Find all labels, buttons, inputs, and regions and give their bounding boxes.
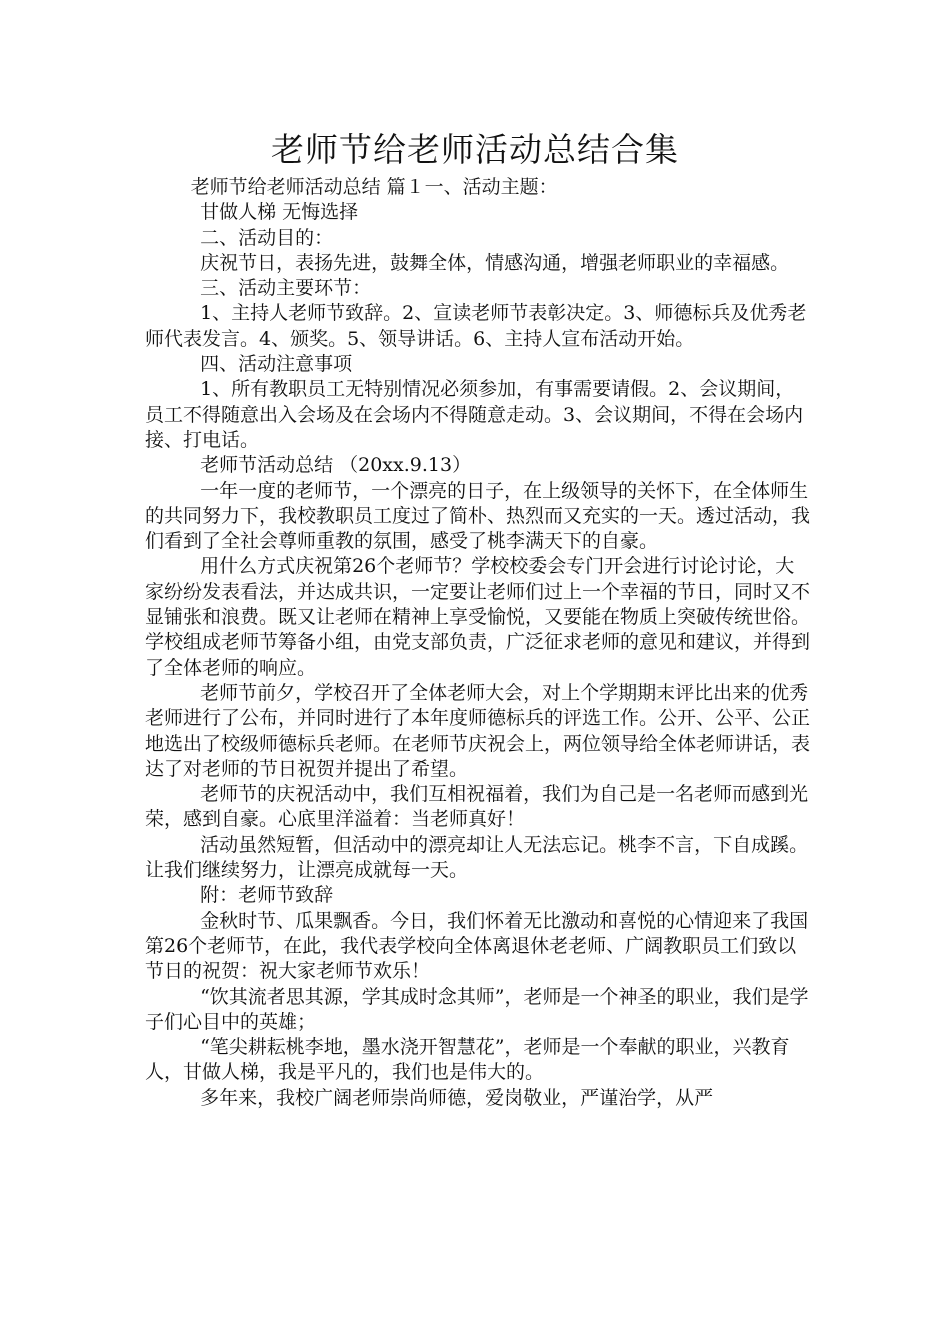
paragraph: “笔尖耕耘桃李地，墨水浇开智慧花”，老师是一个奉献的职业，兴教育人，甘做人梯，我是平凡的，我们也是伟大的。 <box>145 1036 790 1084</box>
paragraph: 用什么方式庆祝第26个老师节？学校校委会专门开会进行讨论讨论，大家纷纷发表看法，并达成共识，一定要让老师们过上一个幸福的节日，同时又不显铺张和浪费。既又让老师在精神上享受愉悦，又要能在物质上突破传统世俗。学校组成老师节筹备小组，由党支部负责，广泛征求老师的意见和建议，并得到了全体老师的响应。 <box>145 555 811 679</box>
paragraph: 二、活动目的： <box>200 226 334 249</box>
paragraph: 老师节的庆祝活动中，我们互相祝福着，我们为自己是一名老师而感到光荣，感到自豪。心底里洋溢着：当老师真好！ <box>145 783 809 831</box>
paragraph: 庆祝节日，表扬先进，鼓舞全体，情感沟通，增强老师职业的幸福感。 <box>200 251 790 274</box>
paragraph: 1、主持人老师节致辞。2、宣读老师节表彰决定。3、师德标兵及优秀老师代表发言。4、颁奖。5、领导讲话。6、主持人宣布活动开始。 <box>145 302 807 350</box>
paragraph: 活动虽然短暂，但活动中的漂亮却让人无法忘记。桃李不言，下自成蹊。让我们继续努力，让漂亮成就每一天。 <box>145 833 809 882</box>
paragraph: 老师节给老师活动总结 篇１一、活动主题： <box>190 176 558 198</box>
paragraph: 多年来，我校广阔老师崇尚师德，爱岗敬业，严谨治学，从严 <box>200 1086 714 1109</box>
paragraph: 老师节活动总结 （20xx.9.13） <box>200 454 472 477</box>
paragraph: 附：老师节致辞 <box>200 884 334 907</box>
paragraph: “饮其流者思其源，学其成时念其师”，老师是一个神圣的职业，我们是学子们心目中的英雄； <box>145 985 809 1033</box>
paragraph: 三、活动主要环节： <box>200 277 372 300</box>
paragraph: 老师节前夕，学校召开了全体老师大会，对上个学期期末评比出来的优秀老师进行了公布，并同时进行了本年度师德标兵的评选工作。公开、公平、公正地选出了校级师德标兵老师。在老师节庆祝会上，两位领导给全体老师讲话，表达了对老师的节日祝贺并提出了希望。 <box>145 681 811 780</box>
paragraph: 甘做人梯 无悔选择 <box>200 201 359 224</box>
paragraph: 四、活动注意事项 <box>200 353 353 376</box>
paragraph: 一年一度的老师节，一个漂亮的日子，在上级领导的关怀下，在全体师生的共同努力下，我校教职员工度过了简朴、热烈而又充实的一天。透过活动，我们看到了全社会尊师重教的氛围，感受了桃李满天下的自豪。 <box>145 479 811 553</box>
paragraph: 1、所有教职员工无特别情况必须参加，有事需要请假。2、会议期间，员工不得随意出入会场及在会场内不得随意走动。3、会议期间，不得在会场内接、打电话。 <box>145 378 804 451</box>
document-body <box>145 175 810 1111</box>
document-title: 老师节给老师活动总结合集 <box>271 130 679 169</box>
paragraph: 金秋时节、瓜果飘香。今日，我们怀着无比激动和喜悦的心情迎来了我国第26个老师节，在此，我代表学校向全体离退休老老师、广阔教职员工们致以节日的祝贺：祝大家老师节欢乐！ <box>145 909 809 983</box>
